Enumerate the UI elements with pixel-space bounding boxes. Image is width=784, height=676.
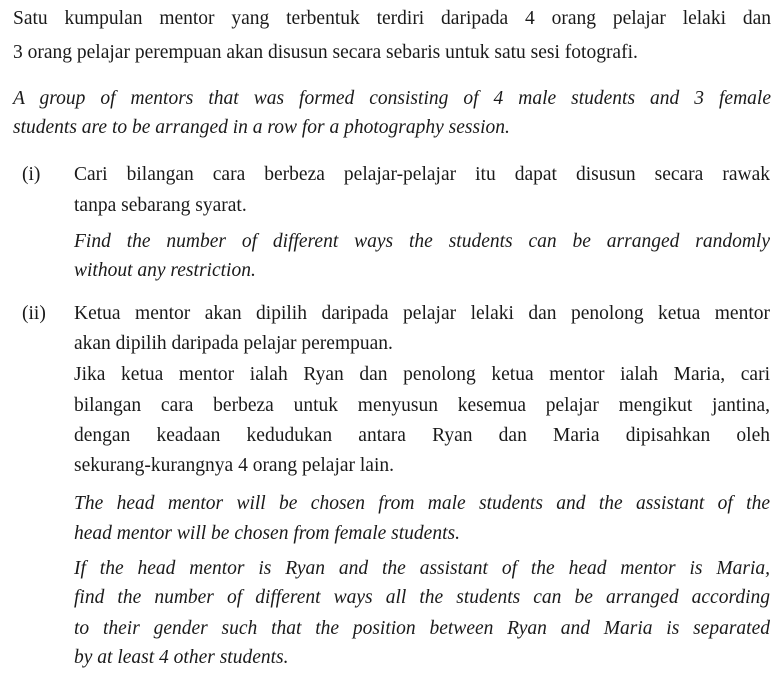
part-i-label: (i) xyxy=(22,164,41,185)
part-ii-english-a-line-1: The head mentor will be chosen from male students and the assistant of the xyxy=(74,493,770,514)
intro-malay-line-1: Satu kumpulan mentor yang terbentuk terdiri daripada 4 orang pelajar lelaki dan xyxy=(13,8,771,29)
intro-english-line-1: A group of mentors that was formed consisting of 4 male students and 3 female xyxy=(13,88,771,109)
part-i-english-line-2: without any restriction. xyxy=(74,260,256,281)
part-ii-malay-b-line-1: Jika ketua mentor ialah Ryan dan penolong ketua mentor ialah Maria, cari xyxy=(74,364,770,385)
part-i-malay-line-2: tanpa sebarang syarat. xyxy=(74,195,247,216)
intro-malay-line-2: 3 orang pelajar perempuan akan disusun secara sebaris untuk satu sesi fotografi. xyxy=(13,42,638,63)
part-ii-label: (ii) xyxy=(22,303,46,324)
intro-english-line-2: students are to be arranged in a row for a photography session. xyxy=(13,117,510,138)
part-ii-malay-a-line-1: Ketua mentor akan dipilih daripada pelajar lelaki dan penolong ketua mentor xyxy=(74,303,770,324)
part-i-malay-line-1: Cari bilangan cara berbeza pelajar-pelajar itu dapat disusun secara rawak xyxy=(74,164,770,185)
part-ii-english-b-line-1: If the head mentor is Ryan and the assistant of the head mentor is Maria, xyxy=(74,558,770,579)
part-ii-malay-a-line-2: akan dipilih daripada pelajar perempuan. xyxy=(74,333,393,354)
part-ii-malay-b-line-2: bilangan cara berbeza untuk menyusun kesemua pelajar mengikut jantina, xyxy=(74,395,770,416)
part-ii-english-b-line-3: to their gender such that the position between Ryan and Maria is separated xyxy=(74,618,770,639)
part-i-english-line-1: Find the number of different ways the students can be arranged randomly xyxy=(74,231,770,252)
part-ii-malay-b-line-4: sekurang-kurangnya 4 orang pelajar lain. xyxy=(74,455,394,476)
part-ii-english-b-line-4: by at least 4 other students. xyxy=(74,647,289,668)
part-ii-malay-b-line-3: dengan keadaan kedudukan antara Ryan dan Maria dipisahkan oleh xyxy=(74,425,770,446)
part-ii-english-a-line-2: head mentor will be chosen from female students. xyxy=(74,523,460,544)
part-ii-english-b-line-2: find the number of different ways all the students can be arranged according xyxy=(74,587,770,608)
